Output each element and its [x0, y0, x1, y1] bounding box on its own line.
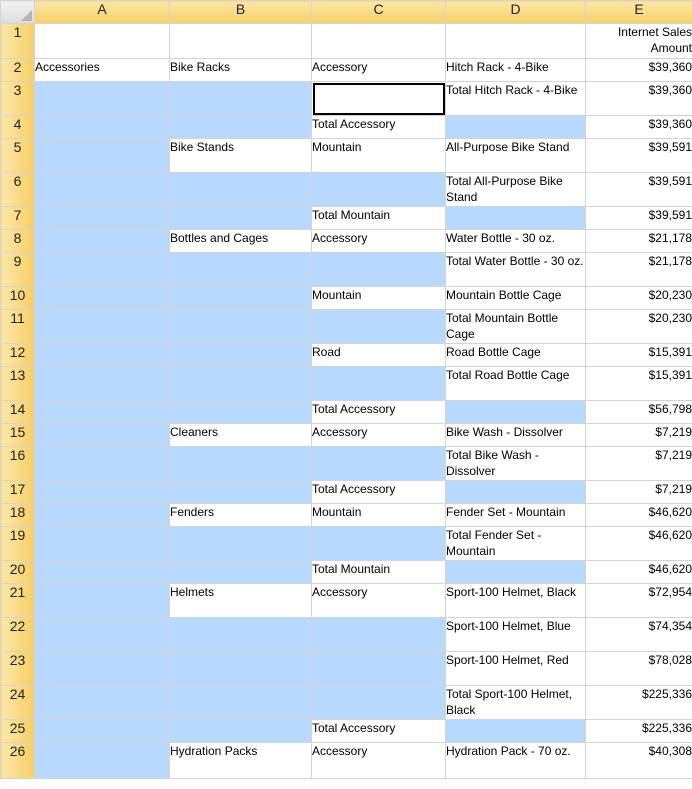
select-all-corner[interactable]: [1, 1, 35, 24]
row-header-8[interactable]: 8: [1, 230, 35, 253]
cell-b19[interactable]: [170, 527, 312, 561]
row-header-9[interactable]: 9: [1, 253, 35, 287]
cell-a13[interactable]: [35, 367, 170, 401]
cell-c4[interactable]: Total Accessory: [312, 116, 446, 139]
cell-d13[interactable]: Total Road Bottle Cage: [446, 367, 586, 401]
cell-b23[interactable]: [170, 652, 312, 686]
cell-d14[interactable]: [446, 401, 586, 424]
cell-e8[interactable]: $21,178: [586, 230, 692, 253]
row-header-13[interactable]: 13: [1, 367, 35, 401]
cell-a14[interactable]: [35, 401, 170, 424]
cell-b20[interactable]: [170, 561, 312, 584]
cell-c6[interactable]: [312, 173, 446, 207]
cell-a9[interactable]: [35, 253, 170, 287]
cell-b1[interactable]: [170, 24, 312, 59]
cell-e19[interactable]: $46,620: [586, 527, 692, 561]
cell-a2[interactable]: Accessories: [35, 59, 170, 82]
cell-b5[interactable]: Bike Stands: [170, 139, 312, 173]
cell-b4[interactable]: [170, 116, 312, 139]
cell-b25[interactable]: [170, 720, 312, 743]
cell-a25[interactable]: [35, 720, 170, 743]
cell-e2[interactable]: $39,360: [586, 59, 692, 82]
cell-b22[interactable]: [170, 618, 312, 652]
cell-d6[interactable]: Total All-Purpose Bike Stand: [446, 173, 586, 207]
row-header-6[interactable]: 6: [1, 173, 35, 207]
cell-e24[interactable]: $225,336: [586, 686, 692, 720]
cell-b11[interactable]: [170, 310, 312, 344]
row-header-20[interactable]: 20: [1, 561, 35, 584]
cell-d12[interactable]: Road Bottle Cage: [446, 344, 586, 367]
row-header-15[interactable]: 15: [1, 424, 35, 447]
cell-d11[interactable]: Total Mountain Bottle Cage: [446, 310, 586, 344]
cell-c9[interactable]: [312, 253, 446, 287]
cell-b6[interactable]: [170, 173, 312, 207]
cell-c23[interactable]: [312, 652, 446, 686]
cell-d9[interactable]: Total Water Bottle - 30 oz.: [446, 253, 586, 287]
cell-d19[interactable]: Total Fender Set - Mountain: [446, 527, 586, 561]
column-header-e[interactable]: E: [586, 1, 692, 24]
cell-b15[interactable]: Cleaners: [170, 424, 312, 447]
cell-e21[interactable]: $72,954: [586, 584, 692, 618]
cell-e23[interactable]: $78,028: [586, 652, 692, 686]
cell-b3[interactable]: [170, 82, 312, 116]
row-header-26[interactable]: 26: [1, 743, 35, 779]
cell-a22[interactable]: [35, 618, 170, 652]
cell-d24[interactable]: Total Sport-100 Helmet, Black: [446, 686, 586, 720]
row-header-19[interactable]: 19: [1, 527, 35, 561]
cell-c13[interactable]: [312, 367, 446, 401]
cell-e7[interactable]: $39,591: [586, 207, 692, 230]
cell-a1[interactable]: [35, 24, 170, 59]
cell-b18[interactable]: Fenders: [170, 504, 312, 527]
cell-b10[interactable]: [170, 287, 312, 310]
cell-e1-header[interactable]: Internet Sales Amount: [586, 24, 692, 59]
cell-a15[interactable]: [35, 424, 170, 447]
row-header-18[interactable]: 18: [1, 504, 35, 527]
cell-c15[interactable]: Accessory: [312, 424, 446, 447]
cell-d5[interactable]: All-Purpose Bike Stand: [446, 139, 586, 173]
cell-c19[interactable]: [312, 527, 446, 561]
cell-c7[interactable]: Total Mountain: [312, 207, 446, 230]
cell-d20[interactable]: [446, 561, 586, 584]
cell-c14[interactable]: Total Accessory: [312, 401, 446, 424]
cell-b17[interactable]: [170, 481, 312, 504]
cell-a6[interactable]: [35, 173, 170, 207]
cell-b21[interactable]: Helmets: [170, 584, 312, 618]
row-header-2[interactable]: 2: [1, 59, 35, 82]
cell-b26[interactable]: Hydration Packs: [170, 743, 312, 779]
select-all-triangle-icon: [21, 10, 32, 21]
cell-e4[interactable]: $39,360: [586, 116, 692, 139]
cell-d15[interactable]: Bike Wash - Dissolver: [446, 424, 586, 447]
cell-a5[interactable]: [35, 139, 170, 173]
cell-b13[interactable]: [170, 367, 312, 401]
cell-e20[interactable]: $46,620: [586, 561, 692, 584]
row-header-21[interactable]: 21: [1, 584, 35, 618]
cell-b8[interactable]: Bottles and Cages: [170, 230, 312, 253]
cell-b24[interactable]: [170, 686, 312, 720]
cell-e6[interactable]: $39,591: [586, 173, 692, 207]
cell-a21[interactable]: [35, 584, 170, 618]
row-header-23[interactable]: 23: [1, 652, 35, 686]
cell-e17[interactable]: $7,219: [586, 481, 692, 504]
row-header-14[interactable]: 14: [1, 401, 35, 424]
cell-b12[interactable]: [170, 344, 312, 367]
cell-b2[interactable]: Bike Racks: [170, 59, 312, 82]
cell-a12[interactable]: [35, 344, 170, 367]
cell-c21[interactable]: Accessory: [312, 584, 446, 618]
cell-e22[interactable]: $74,354: [586, 618, 692, 652]
cell-a26[interactable]: [35, 743, 170, 779]
row-header-12[interactable]: 12: [1, 344, 35, 367]
cell-e26[interactable]: $40,308: [586, 743, 692, 779]
cell-c24[interactable]: [312, 686, 446, 720]
cell-e5[interactable]: $39,591: [586, 139, 692, 173]
cell-e25[interactable]: $225,336: [586, 720, 692, 743]
column-header-d[interactable]: D: [446, 1, 586, 24]
cell-d17[interactable]: [446, 481, 586, 504]
cell-c5[interactable]: Mountain: [312, 139, 446, 173]
cell-d25[interactable]: [446, 720, 586, 743]
cell-c16[interactable]: [312, 447, 446, 481]
cell-d7[interactable]: [446, 207, 586, 230]
cell-d8[interactable]: Water Bottle - 30 oz.: [446, 230, 586, 253]
cell-c18[interactable]: Mountain: [312, 504, 446, 527]
cell-a20[interactable]: [35, 561, 170, 584]
cell-c10[interactable]: Mountain: [312, 287, 446, 310]
cell-a4[interactable]: [35, 116, 170, 139]
cell-d10[interactable]: Mountain Bottle Cage: [446, 287, 586, 310]
cell-c25[interactable]: Total Accessory: [312, 720, 446, 743]
cell-d21[interactable]: Sport-100 Helmet, Black: [446, 584, 586, 618]
cell-c1[interactable]: [312, 24, 446, 59]
cell-e11[interactable]: $20,230: [586, 310, 692, 344]
row-header-24[interactable]: 24: [1, 686, 35, 720]
cell-a18[interactable]: [35, 504, 170, 527]
cell-c12[interactable]: Road: [312, 344, 446, 367]
cell-c20[interactable]: Total Mountain: [312, 561, 446, 584]
cell-d23[interactable]: Sport-100 Helmet, Red: [446, 652, 586, 686]
cell-a7[interactable]: [35, 207, 170, 230]
cell-e3[interactable]: $39,360: [586, 82, 692, 116]
row-header-17[interactable]: 17: [1, 481, 35, 504]
cell-a19[interactable]: [35, 527, 170, 561]
cell-e10[interactable]: $20,230: [586, 287, 692, 310]
column-header-b[interactable]: B: [170, 1, 312, 24]
cell-d2[interactable]: Hitch Rack - 4-Bike: [446, 59, 586, 82]
cell-e13[interactable]: $15,391: [586, 367, 692, 401]
row-header-4[interactable]: 4: [1, 116, 35, 139]
cell-e12[interactable]: $15,391: [586, 344, 692, 367]
row-header-7[interactable]: 7: [1, 207, 35, 230]
cell-a10[interactable]: [35, 287, 170, 310]
cell-c26[interactable]: Accessory: [312, 743, 446, 779]
cell-d3[interactable]: Total Hitch Rack - 4-Bike: [446, 82, 586, 116]
active-cell-c3[interactable]: [312, 82, 446, 116]
cell-a16[interactable]: [35, 447, 170, 481]
cell-d16[interactable]: Total Bike Wash - Dissolver: [446, 447, 586, 481]
row-header-10[interactable]: 10: [1, 287, 35, 310]
cell-a11[interactable]: [35, 310, 170, 344]
cell-a3[interactable]: [35, 82, 170, 116]
cell-a24[interactable]: [35, 686, 170, 720]
cell-a17[interactable]: [35, 481, 170, 504]
cell-b14[interactable]: [170, 401, 312, 424]
cell-a8[interactable]: [35, 230, 170, 253]
cell-c22[interactable]: [312, 618, 446, 652]
row-header-16[interactable]: 16: [1, 447, 35, 481]
cell-e18[interactable]: $46,620: [586, 504, 692, 527]
column-header-a[interactable]: A: [35, 1, 170, 24]
cell-d4[interactable]: [446, 116, 586, 139]
row-header-3[interactable]: 3: [1, 82, 35, 116]
row-header-5[interactable]: 5: [1, 139, 35, 173]
row-header-22[interactable]: 22: [1, 618, 35, 652]
cell-b9[interactable]: [170, 253, 312, 287]
cell-d18[interactable]: Fender Set - Mountain: [446, 504, 586, 527]
cell-c8[interactable]: Accessory: [312, 230, 446, 253]
cell-b7[interactable]: [170, 207, 312, 230]
cell-c11[interactable]: [312, 310, 446, 344]
row-header-1[interactable]: 1: [1, 24, 35, 59]
cell-e14[interactable]: $56,798: [586, 401, 692, 424]
cell-c17[interactable]: Total Accessory: [312, 481, 446, 504]
cell-d22[interactable]: Sport-100 Helmet, Blue: [446, 618, 586, 652]
cell-d1[interactable]: [446, 24, 586, 59]
cell-e15[interactable]: $7,219: [586, 424, 692, 447]
row-header-11[interactable]: 11: [1, 310, 35, 344]
cell-a23[interactable]: [35, 652, 170, 686]
cell-e16[interactable]: $7,219: [586, 447, 692, 481]
column-header-c[interactable]: C: [312, 1, 446, 24]
cell-b16[interactable]: [170, 447, 312, 481]
row-header-25[interactable]: 25: [1, 720, 35, 743]
cell-d26[interactable]: Hydration Pack - 70 oz.: [446, 743, 586, 779]
cell-e9[interactable]: $21,178: [586, 253, 692, 287]
cell-c2[interactable]: Accessory: [312, 59, 446, 82]
